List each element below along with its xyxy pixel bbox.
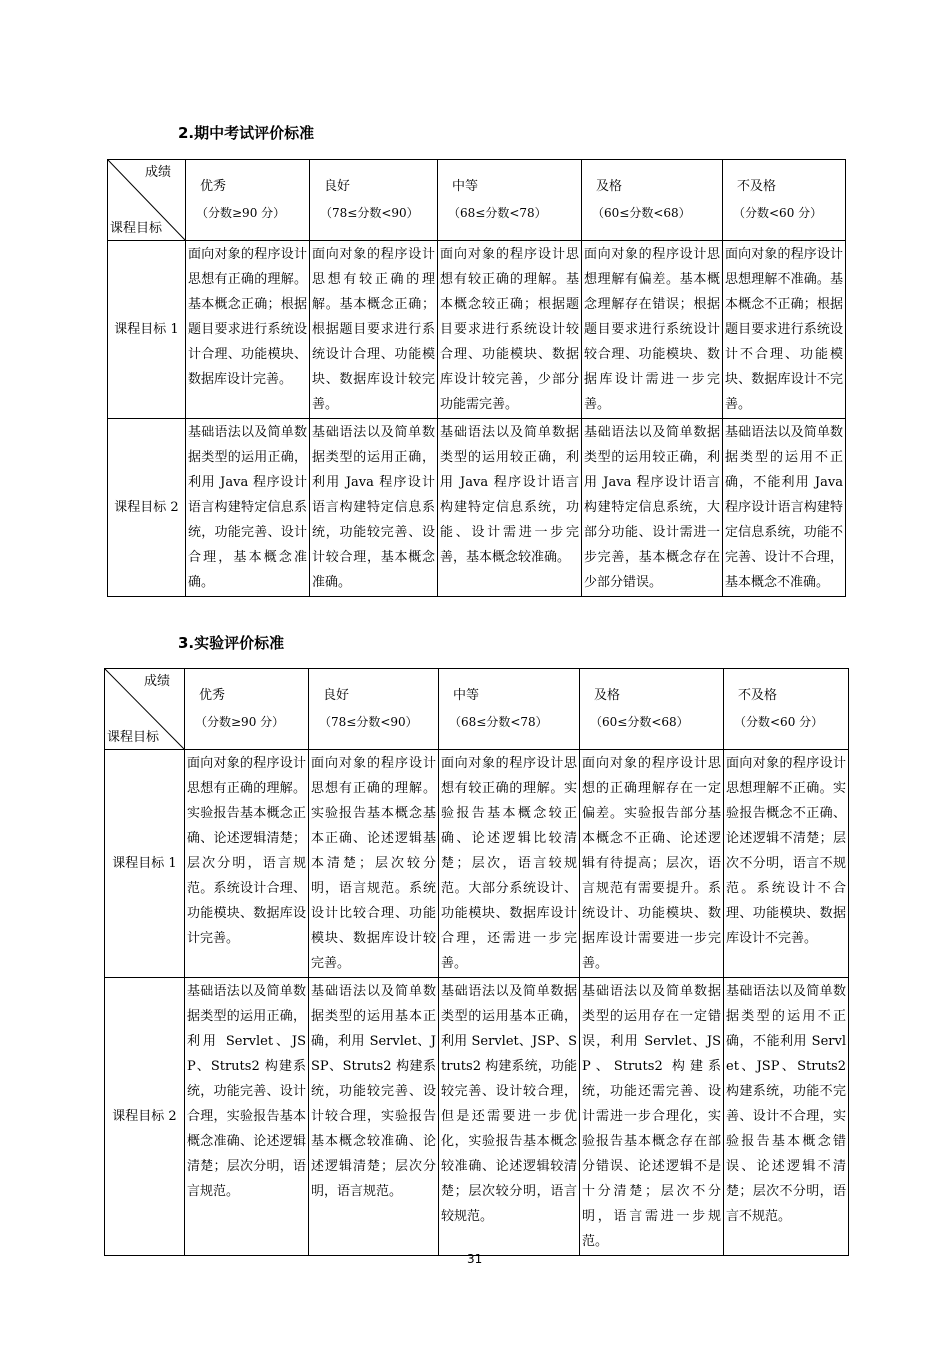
grade-header-medium: 中等 （68≤分数<78） xyxy=(439,669,580,750)
criteria-cell: 基础语法以及简单数据类型的运用正确，利用 Servlet、JSP、Struts2 构建系统，功能完善、设计合理，实验报告基本概念准确、论述逻辑清楚；层次分明，语言规范。 xyxy=(185,978,309,1256)
row-label: 课程目标 2 xyxy=(108,419,186,597)
row-label: 课程目标 1 xyxy=(108,241,186,419)
table-row xyxy=(108,419,846,597)
criteria-cell: 面向对象的程序设计思想有较正确的理解。基本概念较正确；根据题目要求进行系统设计较合理、功能模块、数据库设计较完善，少部分功能需完善。 xyxy=(438,241,582,419)
section-title-midterm: 2.期中考试评价标准 xyxy=(178,124,315,142)
criteria-cell: 面向对象的程序设计思想有较正确的理解。基本概念正确；根据题目要求进行系统设计合理、功能模块、数据库设计较完善。 xyxy=(310,241,438,419)
criteria-cell: 面向对象的程序设计思想的正确理解存在一定偏差。实验报告部分基本概念不正确、论述逻辑有待提高；层次，语言规范有需要提升。系统设计、功能模块、数据库设计需要进一步完善。 xyxy=(580,750,724,978)
criteria-cell: 基础语法以及简单数据类型的运用正确，利用 Java 程序设计语言构建特定信息系统，功能较完善、设计较合理，基本概念准确。 xyxy=(310,419,438,597)
row-label: 课程目标 1 xyxy=(105,750,185,978)
criteria-cell: 面向对象的程序设计思想有正确的理解。实验报告基本概念基本正确、论述逻辑基本清楚；层次较分明，语言规范。系统设计比较合理、功能模块、数据库设计较完善。 xyxy=(309,750,439,978)
criteria-cell: 基础语法以及简单数据类型的运用基本正确，利用 Servlet、JSP、Struts2 构建系统，功能较完善、设计较合理，实验报告基本概念较准确、论述逻辑清楚；层次分明，语言规范。 xyxy=(309,978,439,1256)
table-row xyxy=(108,241,846,419)
criteria-cell: 面向对象的程序设计思想理解不准确。基本概念不正确；根据题目要求进行系统设计不合理、功能模块、数据库设计不完善。 xyxy=(723,241,846,419)
table-header-row xyxy=(108,160,846,241)
grade-header-pass: 及格 （60≤分数<68） xyxy=(580,669,724,750)
row-label: 课程目标 2 xyxy=(105,978,185,1256)
grade-header-fail: 不及格 （分数<60 分） xyxy=(724,669,849,750)
criteria-cell: 基础语法以及简单数据类型的运用不正确，不能利用 Servlet、JSP、Struts2 构建系统，功能不完善、设计不合理，实验报告基本概念错误、论述逻辑不清楚；层次不分明，语言不规范。 xyxy=(724,978,849,1256)
grade-header-excellent: 优秀 （分数≥90 分） xyxy=(186,160,310,241)
lab-rubric-table xyxy=(104,668,849,1256)
corner-objective-label: 课程目标 xyxy=(110,221,163,236)
criteria-cell: 面向对象的程序设计思想理解不正确。实验报告概念不正确、论述逻辑不清楚；层次不分明，语言不规范。系统设计不合理、功能模块、数据库设计不完善。 xyxy=(724,750,849,978)
midterm-rubric-table xyxy=(107,159,846,597)
criteria-cell: 面向对象的程序设计思想有较正确的理解。实验报告基本概念较正确、论述逻辑比较清楚；层次，语言较规范。大部分系统设计、功能模块、数据库设计合理，还需进一步完善。 xyxy=(439,750,580,978)
grade-header-fail: 不及格 （分数<60 分） xyxy=(723,160,846,241)
criteria-cell: 基础语法以及简单数据类型的运用正确，利用 Java 程序设计语言构建特定信息系统，功能完善、设计合理，基本概念准确。 xyxy=(186,419,310,597)
criteria-cell: 面向对象的程序设计思想理解有偏差。基本概念理解存在错误；根据题目要求进行系统设计较合理、功能模块、数据库设计需进一步完善。 xyxy=(582,241,723,419)
corner-header-cell xyxy=(105,669,185,750)
grade-header-excellent: 优秀 （分数≥90 分） xyxy=(185,669,309,750)
grade-header-medium: 中等 （68≤分数<78） xyxy=(438,160,582,241)
criteria-cell: 面向对象的程序设计思想有正确的理解。基本概念正确；根据题目要求进行系统设计合理、功能模块、数据库设计完善。 xyxy=(186,241,310,419)
grade-header-good: 良好 （78≤分数<90） xyxy=(309,669,439,750)
corner-grade-label: 成绩 xyxy=(143,674,170,689)
page-number: 31 xyxy=(467,1252,483,1266)
corner-header-cell xyxy=(108,160,186,241)
corner-objective-label: 课程目标 xyxy=(107,730,160,745)
grade-header-good: 良好 （78≤分数<90） xyxy=(310,160,438,241)
criteria-cell: 基础语法以及简单数据类型的运用较正确，利用 Java 程序设计语言构建特定信息系统，功能、设计需进一步完善，基本概念较准确。 xyxy=(438,419,582,597)
criteria-cell: 基础语法以及简单数据类型的运用存在一定错误，利用 Servlet、JSP、Struts2 构建系统，功能还需完善、设计需进一步合理化，实验报告基本概念存在部分错误、论述逻辑不是十分清楚；层次不分明，语言需进一步规范。 xyxy=(580,978,724,1256)
table-header-row xyxy=(105,669,849,750)
table-row xyxy=(105,978,849,1256)
grade-header-pass: 及格 （60≤分数<68） xyxy=(582,160,723,241)
criteria-cell: 基础语法以及简单数据类型的运用基本正确，利用 Servlet、JSP、Struts2 构建系统，功能较完善、设计较合理，但是还需要进一步优化，实验报告基本概念较准确、论述逻辑较清楚；层次较分明，语言较规范。 xyxy=(439,978,580,1256)
table-row xyxy=(105,750,849,978)
corner-grade-label: 成绩 xyxy=(144,165,171,180)
criteria-cell: 基础语法以及简单数据类型的运用不正确，不能利用 Java 程序设计语言构建特定信息系统，功能不完善、设计不合理，基本概念不准确。 xyxy=(723,419,846,597)
criteria-cell: 面向对象的程序设计思想有正确的理解。实验报告基本概念正确、论述逻辑清楚；层次分明，语言规范。系统设计合理、功能模块、数据库设计完善。 xyxy=(185,750,309,978)
criteria-cell: 基础语法以及简单数据类型的运用较正确，利用 Java 程序设计语言构建特定信息系统，大部分功能、设计需进一步完善，基本概念存在少部分错误。 xyxy=(582,419,723,597)
section-title-lab: 3.实验评价标准 xyxy=(178,634,285,652)
